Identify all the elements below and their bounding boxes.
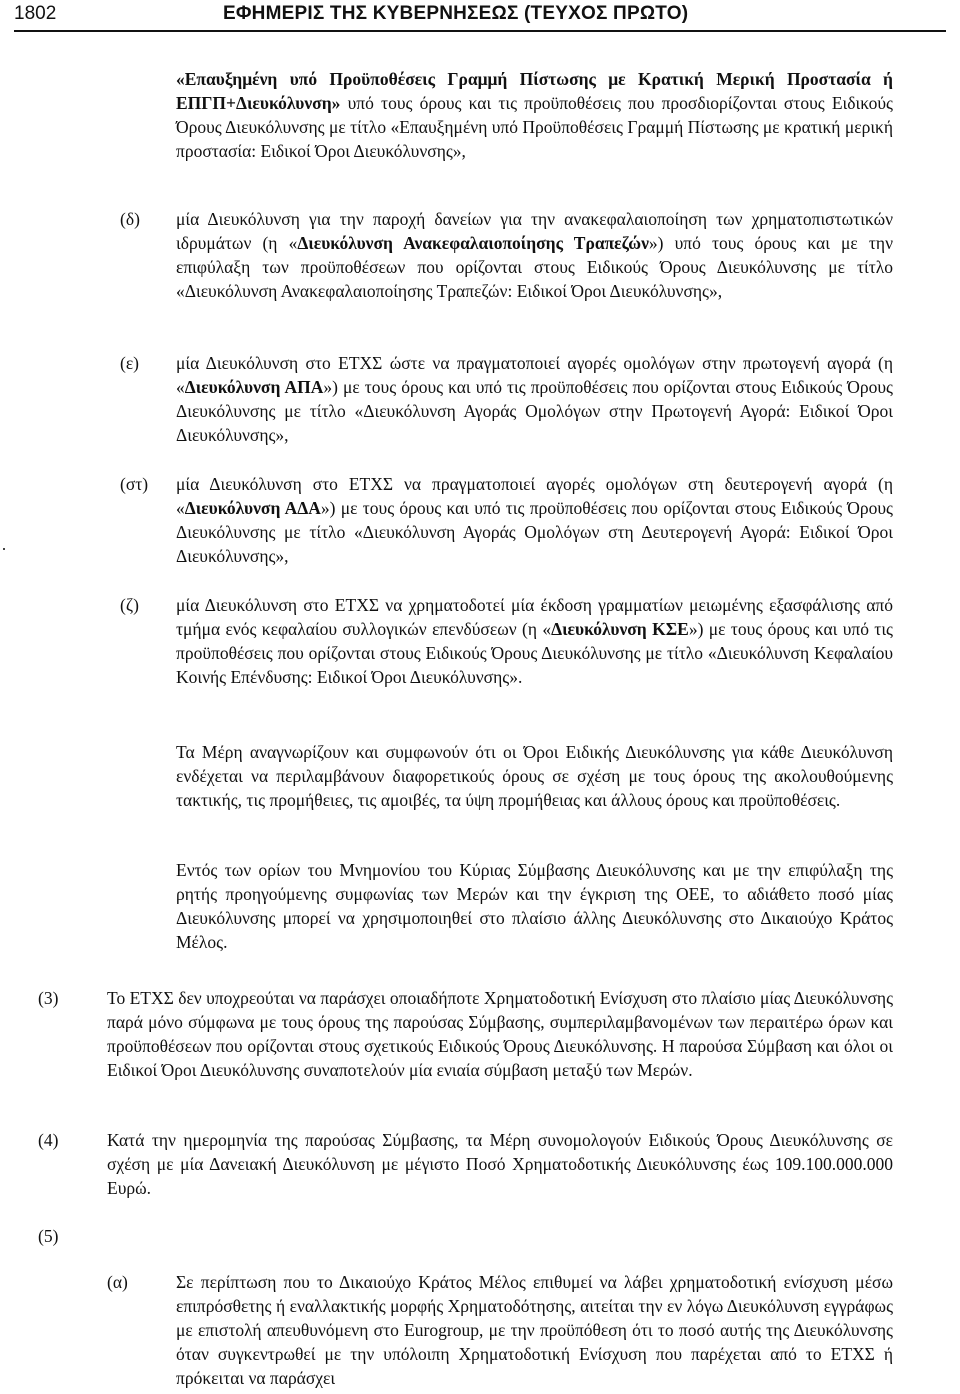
item-label-d: (δ) — [120, 209, 140, 229]
item-e-bold: Διευκόλυνση ΑΠΑ — [184, 377, 324, 397]
item-st-text — [176, 472, 893, 568]
gazette-title: ΕΦΗΜΕΡΙΣ ΤΗΣ ΚΥΒΕΡΝΗΣΕΩΣ (ΤΕΥΧΟΣ ΠΡΩΤΟ) — [223, 3, 689, 24]
section-4-text: Κατά την ημερομηνία της παρούσας Σύμβασης, τα Μέρη συνομολογούν Ειδικούς Όρους Διευκόλυνσης σε σχέση με μία Δανειακή Διευκόλυνση με μέγιστο Ποσό Χρηματοδοτικής Διευκόλυνσης έως 109.100.000.000 Ευρώ. — [107, 1130, 893, 1198]
intro-bold-term: «Επαυξημένη υπό Προϋποθέσεις Γραμμή Πίστωσης με Κρατική Μερική Προστασία ή ΕΠΓΠ+Διευκόλυνση» — [176, 69, 893, 113]
item-st-bold: Διευκόλυνση ΑΔΑ — [184, 498, 321, 518]
section-label-3: (3) — [38, 988, 59, 1008]
section-label-5: (5) — [38, 1226, 59, 1246]
intro-text: υπό τους όρους και τις προϋποθέσεις που προσδιορίζονται στους Ειδικούς Όρους Διευκόλυνσης με τίτλο «Επαυξημένη υπό Προϋποθέσεις Γραμμή Πίστωσης με κρατική μερική προστασία: Ειδικοί Όροι Διευκόλυνσης», — [176, 93, 893, 161]
item-z-text-1: μία Διευκόλυνση στο ΕΤΧΣ να χρηματοδοτεί μία έκδοση γραμματίων μειωμένης εξασφάλισης από τμήμα ενός κεφαλαίου συλλογικών επενδύσεων (η « — [176, 595, 893, 639]
section-3-text: Το ΕΤΧΣ δεν υποχρεούται να παράσχει οποιαδήποτε Χρηματοδοτική Ενίσχυση στο πλαίσιο μίας Διευκόλυνσης παρά μόνο σύμφωνα με τους όρους της παρούσας Σύμβασης, συμπεριλαμβανομένων των περαιτέρω όρων και προϋποθέσεων που ορίζονται στους σχετικούς Ειδικούς Όρους Διευκόλυνσης. Η παρούσα Σύμβαση και όλοι οι Ειδικοί Όροι Διευκόλυνσης συναποτελούν μία ενιαία σύμβαση μεταξύ των Μερών. — [107, 988, 893, 1080]
item-st-text-1: μία Διευκόλυνση στο ΕΤΧΣ να πραγματοποιεί αγορές ομολόγων στη δευτερογενή αγορά (η « — [176, 474, 893, 518]
item-label-st: (στ) — [120, 474, 149, 494]
item-e-text-2: ») με τους όρους και υπό τις προϋποθέσεις που ορίζονται στους Ειδικούς Όρους Διευκόλυνσης με τίτλο «Διευκόλυνση Αγοράς Ομολόγων στην Πρωτογενή Αγορά: Ειδικοί Όροι Διευκόλυνσης», — [176, 377, 893, 445]
item-st-text-2: ») με τους όρους και υπό τις προϋποθέσεις που ορίζονται στους Ειδικούς Όρους Διευκόλυνσης με τίτλο «Διευκόλυνση Αγοράς Ομολόγων στη Δευτερογενή Αγορά: Ειδικοί Όροι Διευκόλυνσης», — [176, 498, 893, 566]
page-header — [14, 0, 946, 32]
item-e-text — [176, 351, 893, 447]
item-d-bold: Διευκόλυνση Ανακεφαλαιοποίησης Τραπεζών — [297, 233, 649, 253]
item-d-text-1: μία Διευκόλυνση για την παροχή δανείων για την ανακεφαλαιοποίηση των χρηματοπιστωτικών ιδρυμάτων (η « — [176, 209, 893, 253]
scan-speck — [3, 548, 5, 550]
item-label-e: (ε) — [120, 353, 140, 373]
item-z-bold: Διευκόλυνση ΚΣΕ — [551, 619, 689, 639]
item-z-text-2: ») με τους όρους και υπό τις προϋποθέσεις που ορίζονται στους Ειδικούς Όρους Διευκόλυνσης με τίτλο «Διευκόλυνση Κεφαλαίου Κοινής Επένδυσης: Ειδικοί Όροι Διευκόλυνσης». — [176, 619, 893, 687]
facility-limits-paragraph: Εντός των ορίων του Μνημονίου του Κύριας Σύμβασης Διευκόλυνσης και με την επιφύλαξη της ρητής προηγούμενης συμφωνίας των Μερών και την έγκριση της ΟΕΕ, το αδιάθετο ποσό μίας Διευκόλυνσης μπορεί να χρησιμοποιηθεί στο πλαίσιο άλλης Διευκόλυνσης στο Δικαιούχο Κράτος Μέλος. — [176, 860, 893, 952]
section-5-a-label: (α) — [107, 1272, 128, 1292]
item-z-text — [176, 593, 893, 689]
item-d-text — [176, 207, 893, 303]
parts-agreement-paragraph: Τα Μέρη αναγνωρίζουν και συμφωνούν ότι οι Όροι Ειδικής Διευκόλυνσης για κάθε Διευκόλυνση ενδέχεται να περιλαμβάνουν διαφορετικούς όρους σε σχέση με τους όρους της ακολουθούμενης τακτικής, τις προμήθειες, τις αμοιβές, τα ύψη προμήθειας και άλλους όρους και προϋποθέσεις. — [176, 742, 893, 810]
item-label-z: (ζ) — [120, 595, 139, 615]
item-d-text-2: ») υπό τους όρους και με την επιφύλαξη των προϋποθέσεων που ορίζονται στους Ειδικούς Όρους Διευκόλυνσης με τίτλο «Διευκόλυνση Ανακεφαλαιοποίησης Τραπεζών: Ειδικοί Όροι Διευκόλυνσης», — [176, 233, 893, 301]
page-number: 1802 — [14, 3, 57, 24]
item-e-text-1: μία Διευκόλυνση στο ΕΤΧΣ ώστε να πραγματοποιεί αγορές ομολόγων στην πρωτογενή αγορά (η « — [176, 353, 893, 397]
section-5-a-text: Σε περίπτωση που το Δικαιούχο Κράτος Μέλος επιθυμεί να λάβει χρηματοδοτική ενίσχυση μέσω επιπρόσθετης ή εναλλακτικής μορφής Χρηματοδότησης, αιτείται την εν λόγω Διευκόλυνση εγγράφως με επιστολή απευθυνόμενη στο Eurogroup, με την προϋπόθεση ότι το ποσό αυτής της Διευκόλυνσης όταν συγκεντρωθεί με την υπόλοιπη Χρηματοδοτική Ενίσχυση που παρέχεται από το ΕΤΧΣ ή πρόκειται να παράσχει — [176, 1272, 893, 1388]
section-label-4: (4) — [38, 1130, 59, 1150]
intro-paragraph — [176, 67, 893, 163]
